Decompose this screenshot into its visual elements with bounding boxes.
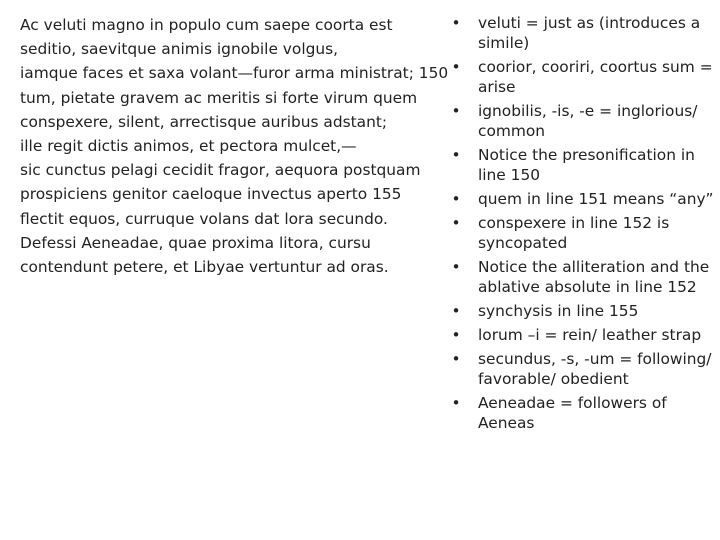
latin-line: iamque faces et saxa volant—furor arma ministrat; 150: [20, 64, 449, 83]
bullet-icon: •: [451, 326, 461, 344]
latin-line: Defessi Aeneadae, quae proxima litora, cursu: [20, 233, 371, 252]
bullet-icon: •: [451, 350, 461, 368]
latin-line: flectit equos, curruque volans dat lora secundo.: [20, 209, 388, 228]
bullet-icon: •: [451, 146, 461, 164]
note-text: quem in line 151 means “any”: [478, 190, 714, 208]
latin-line: seditio, saevitque animis ignobile volgus,: [20, 40, 339, 59]
bullet-icon: •: [451, 14, 461, 32]
note-item: [448, 145, 720, 185]
note-item: [448, 257, 720, 297]
bullet-icon: •: [451, 302, 461, 320]
latin-line: Ac veluti magno in populo cum saepe coorta est: [20, 16, 393, 34]
note-item: [448, 349, 720, 389]
note-text: Notice the alliteration and the ablative absolute in line 152: [478, 258, 710, 296]
note-item: [448, 213, 720, 253]
bullet-icon: •: [451, 102, 461, 120]
note-item: [448, 13, 720, 53]
latin-line: contendunt petere, et Libyae vertuntur ad oras.: [20, 258, 389, 277]
bullet-icon: •: [451, 214, 461, 232]
note-item: [448, 57, 720, 97]
vocabulary-notes-list: [448, 13, 720, 437]
bullet-icon: •: [451, 394, 461, 412]
bullet-icon: •: [451, 58, 461, 76]
latin-line: ille regit dictis animos, et pectora mulcet,—: [20, 137, 357, 156]
note-text: Aeneadae = followers of Aeneas: [478, 394, 667, 432]
note-text: lorum –i = rein/ leather strap: [478, 326, 702, 344]
note-text: ignobilis, -is, -e = inglorious/ common: [478, 102, 698, 140]
note-item: [448, 325, 720, 345]
latin-line: sic cunctus pelagi cecidit fragor, aequora postquam: [20, 161, 421, 180]
note-item: [448, 301, 720, 321]
latin-line: tum, pietate gravem ac meritis si forte virum quem: [20, 88, 418, 107]
bullet-icon: •: [451, 258, 461, 276]
bullet-icon: •: [451, 190, 461, 208]
note-text: secundus, -s, -um = following/ favorable/ obedient: [478, 350, 712, 388]
latin-passage: [20, 13, 470, 279]
note-item: [448, 101, 720, 141]
note-text: conspexere in line 152 is syncopated: [478, 214, 670, 252]
note-item: [448, 393, 720, 433]
latin-line: conspexere, silent, arrectisque auribus adstant;: [20, 112, 388, 131]
note-text: veluti = just as (introduces a simile): [478, 14, 701, 52]
note-text: coorior, cooriri, coortus sum = arise: [478, 58, 713, 96]
note-item: [448, 189, 720, 209]
note-text: Notice the presonification in line 150: [478, 146, 695, 184]
latin-line: prospiciens genitor caeloque invectus aperto 155: [20, 185, 402, 204]
note-text: synchysis in line 155: [478, 302, 639, 320]
